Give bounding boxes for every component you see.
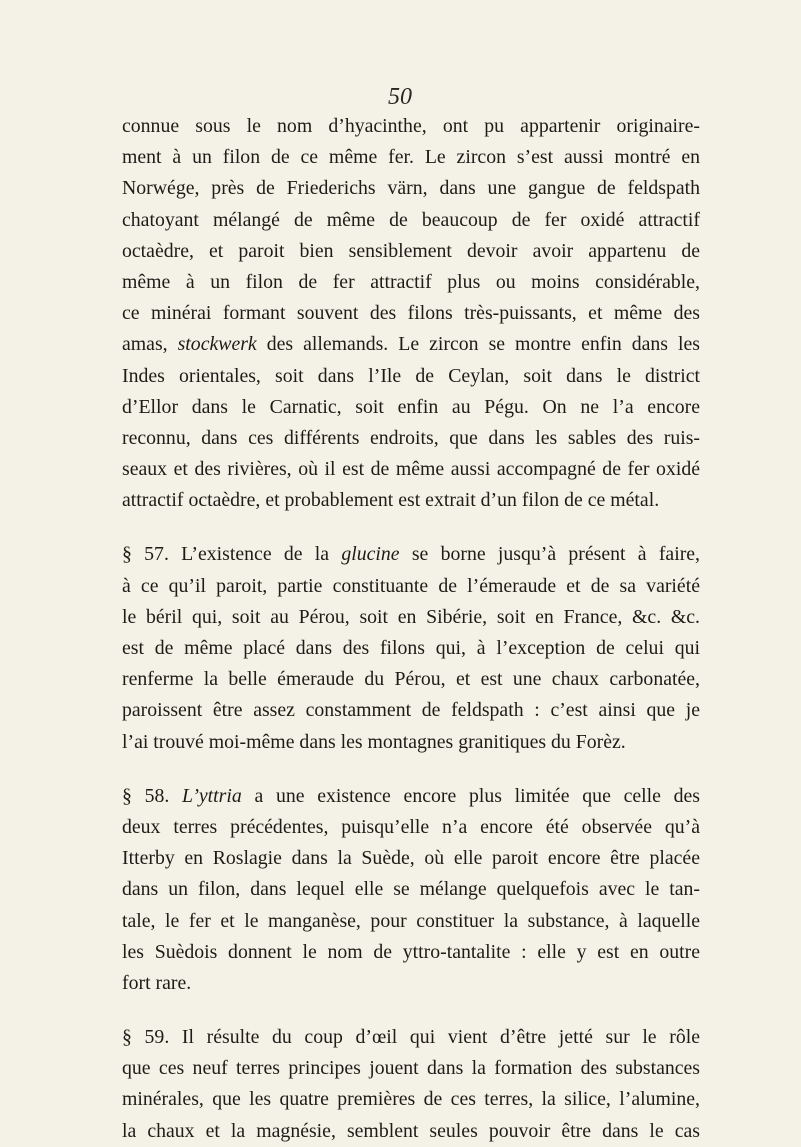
- text-line: reconnu, dans ces différents endroits, que dans les sables des ruis-: [122, 426, 700, 449]
- text-body: [122, 111, 700, 1147]
- text-line: connue sous le nom d’hyacinthe, ont pu appartenir originaire-: [122, 115, 700, 137]
- text-line: fort rare.: [122, 971, 192, 994]
- paragraph: [122, 111, 700, 516]
- text-line: renferme la belle émeraude du Pérou, et est une chaux carbonatée,: [122, 668, 700, 691]
- text-line: minérales, que les quatre premières de ces terres, la silice, l’alumine,: [122, 1088, 700, 1111]
- text-line: Itterby en Roslagie dans la Suède, où elle paroit encore être placée: [122, 847, 700, 870]
- paragraph: [122, 1022, 700, 1147]
- text-line: Indes orientales, soit dans l’Ile de Ceylan, soit dans le district: [122, 364, 700, 387]
- text-line: amas, stockwerk des allemands. Le zircon se montre enfin dans les: [122, 333, 700, 356]
- text-line: Norwége, près de Friederichs värn, dans une gangue de feldspath: [122, 177, 700, 200]
- text-line: est de même placé dans des filons qui, à l’exception de celui qui: [122, 637, 700, 659]
- text-line: les Suèdois donnent le nom de yttro-tantalite : elle y est en outre: [122, 940, 700, 963]
- text-line: seaux et des rivières, où il est de même aussi accompagné de fer oxidé: [122, 458, 700, 481]
- text-line: la chaux et la magnésie, semblent seules pouvoir être dans le cas: [122, 1119, 700, 1142]
- text-line: chatoyant mélangé de même de beaucoup de fer oxidé attractif: [122, 208, 700, 231]
- text-line: d’Ellor dans le Carnatic, soit enfin au Pégu. On ne l’a encore: [122, 395, 700, 418]
- text-line: § 57. L’existence de la glucine se borne jusqu’à présent à faire,: [122, 543, 701, 566]
- text-line: paroissent être assez constamment de feldspath : c’est ainsi que je: [122, 699, 700, 722]
- text-line: § 59. Il résulte du coup d’œil qui vient d’être jetté sur le rôle: [122, 1026, 700, 1049]
- text-line: le béril qui, soit au Pérou, soit en Sibérie, soit en France, &c. &c.: [122, 605, 700, 628]
- text-line: que ces neuf terres principes jouent dans la formation des substances: [122, 1057, 700, 1080]
- italic-term: glucine: [341, 543, 400, 566]
- paragraph: [122, 781, 700, 999]
- page-number: 50: [388, 84, 412, 110]
- text-line: même à un filon de fer attractif plus ou moins considérable,: [122, 270, 700, 293]
- text-line: octaèdre, et paroit bien sensiblement devoir avoir appartenu de: [122, 239, 700, 262]
- italic-term: stockwerk: [177, 333, 257, 356]
- text-line: ment à un filon de ce même fer. Le zircon s’est aussi montré en: [122, 146, 700, 169]
- text-line: ce minérai formant souvent des filons très-puissants, et même des: [122, 302, 700, 325]
- text-line: l’ai trouvé moi-même dans les montagnes granitiques du Forèz.: [122, 730, 626, 753]
- text-line: dans un filon, dans lequel elle se mélange quelquefois avec le tan-: [122, 878, 700, 901]
- paragraph: [122, 539, 700, 757]
- text-line: tale, le fer et le manganèse, pour constituer la substance, à laquelle: [122, 909, 700, 932]
- text-line: § 58. L’yttria a une existence encore plus limitée que celle des: [122, 784, 700, 807]
- italic-term: L’yttria: [182, 784, 242, 807]
- text-line: deux terres précédentes, puisqu’elle n’a encore été observée qu’à: [122, 815, 700, 838]
- text-line: à ce qu’il paroit, partie constituante de l’émeraude et de sa variété: [122, 574, 700, 597]
- text-line: attractif octaèdre, et probablement est extrait d’un filon de ce métal.: [122, 489, 660, 512]
